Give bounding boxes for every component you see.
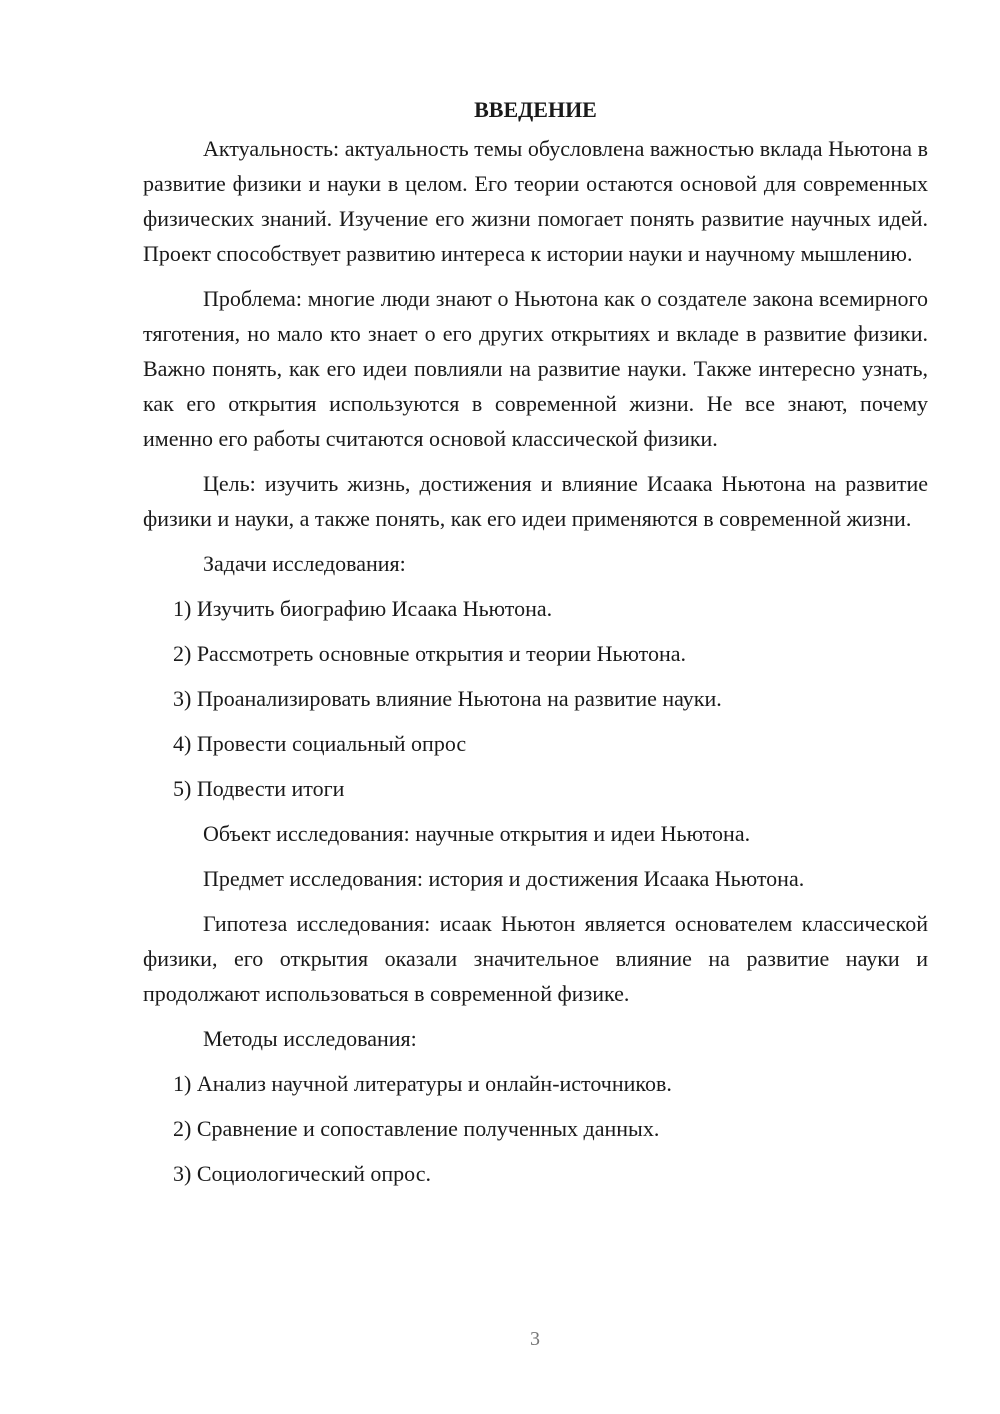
document-page xyxy=(143,92,928,1201)
tasks-heading: Задачи исследования: xyxy=(203,551,406,576)
goal-paragraph: Цель: изучить жизнь, достижения и влияние Исаака Ньютона на развитие физики и науки, а также понять, как его идеи применяются в современной жизни. xyxy=(143,471,928,531)
task-item: 3) Проанализировать влияние Ньютона на развитие науки. xyxy=(173,686,722,711)
task-item: 2) Рассмотреть основные открытия и теории Ньютона. xyxy=(173,641,687,666)
task-item: 4) Провести социальный опрос xyxy=(173,731,467,756)
method-item: 2) Сравнение и сопоставление полученных данных. xyxy=(173,1116,660,1141)
method-item: 1) Анализ научной литературы и онлайн-источников. xyxy=(173,1071,672,1096)
task-item: 5) Подвести итоги xyxy=(173,776,345,801)
hypothesis-paragraph: Гипотеза исследования: исаак Ньютон является основателем классической физики, его открытия оказали значительное влияние на развитие науки и продолжают использоваться в современной физике. xyxy=(143,911,928,1006)
relevance-paragraph: Актуальность: актуальность темы обусловлена важностью вклада Ньютона в развитие физики и науки в целом. Его теории остаются основой для современных физических знаний. Изучение его жизни помогает понять развитие научных идей. Проект способствует развитию интереса к истории науки и научному мышлению. xyxy=(143,136,928,266)
methods-heading: Методы исследования: xyxy=(203,1026,417,1051)
problem-paragraph: Проблема: многие люди знают о Ньютона как о создателе закона всемирного тяготения, но мало кто знает о его других открытиях и вкладе в развитие физики. Важно понять, как его идеи повлияли на развитие науки. Также интересно узнать, как его открытия используются в современной жизни. Не все знают, почему именно его работы считаются основой классической физики. xyxy=(143,286,928,451)
object-line: Объект исследования: научные открытия и идеи Ньютона. xyxy=(203,821,751,846)
task-item: 1) Изучить биографию Исаака Ньютона. xyxy=(173,596,553,621)
method-item: 3) Социологический опрос. xyxy=(173,1161,431,1186)
subject-line: Предмет исследования: история и достижения Исаака Ньютона. xyxy=(203,866,805,891)
page-title: ВВЕДЕНИЕ xyxy=(474,97,597,122)
page-number: 3 xyxy=(530,1328,540,1350)
